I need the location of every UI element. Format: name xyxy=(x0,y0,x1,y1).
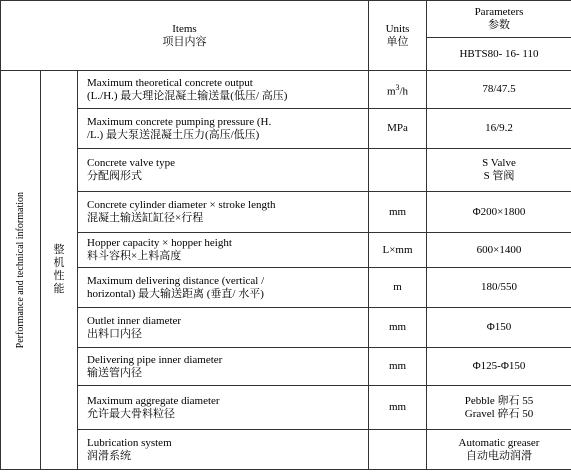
item-cell xyxy=(78,386,369,430)
item-en: Concrete valve type xyxy=(87,157,175,169)
value-line-1: Pebble 卵石 55 xyxy=(464,394,534,407)
item-zh: 混凝土输送缸缸径×行程 xyxy=(87,212,204,224)
value-cell: Φ200×1800 xyxy=(427,192,571,233)
items-header-zh: 项目内容 xyxy=(162,35,207,48)
units-header-zh: 单位 xyxy=(386,35,409,48)
unit-cell: MPa xyxy=(369,109,427,149)
unit-cell xyxy=(369,430,427,470)
header-row xyxy=(1,1,571,38)
table-row xyxy=(1,268,571,308)
item-zh: 分配阀形式 xyxy=(87,170,142,182)
unit-sup: 3 xyxy=(395,82,400,92)
item-cell xyxy=(78,268,369,308)
value-cell: 78/47.5 xyxy=(427,71,571,109)
item-cell xyxy=(78,109,369,149)
unit-cell: mm xyxy=(369,348,427,386)
unit-tail: /h xyxy=(399,85,409,98)
item-en: Hopper capacity × hopper height xyxy=(87,237,232,249)
value-cell: 180/550 xyxy=(427,268,571,308)
table-row xyxy=(1,233,571,268)
category-en: Performance and technical information xyxy=(15,191,26,349)
value-line-2: Gravel 碎石 50 xyxy=(464,407,534,420)
value-cell: 16/9.2 xyxy=(427,109,571,149)
value-cell: 600×1400 xyxy=(427,233,571,268)
units-header xyxy=(369,1,427,71)
unit-cell xyxy=(369,149,427,192)
value-line-1: Automatic greaser xyxy=(458,436,540,449)
items-header-en: Items xyxy=(172,22,197,35)
unit-cell: L×mm xyxy=(369,233,427,268)
item-en: Lubrication system xyxy=(87,436,172,449)
item-zh: horizontal) 最大输送距离 (垂直/ 水平) xyxy=(87,287,264,300)
item-cell xyxy=(78,430,369,470)
item-zh: /L.) 最大泵送混凝土压力(高压/低压) xyxy=(87,128,260,141)
table-row xyxy=(1,192,571,233)
value-cell xyxy=(427,149,571,192)
table-row xyxy=(1,71,571,109)
table-row xyxy=(1,109,571,149)
table-row xyxy=(1,308,571,348)
value-cell xyxy=(427,430,571,470)
unit-cell xyxy=(369,71,427,109)
item-en: Outlet inner diameter xyxy=(87,314,182,327)
unit-cell: mm xyxy=(369,192,427,233)
item-zh: 润滑系统 xyxy=(87,449,131,462)
item-cell xyxy=(78,308,369,348)
item-cell xyxy=(78,233,369,268)
item-zh: 允许最大骨料粒径 xyxy=(87,407,175,420)
item-cell xyxy=(78,149,369,192)
value-line-2: 自动电动润滑 xyxy=(466,449,532,462)
item-zh: 料斗容积×上料高度 xyxy=(87,250,182,262)
item-zh: 出料口内径 xyxy=(87,327,142,340)
item-cell xyxy=(78,348,369,386)
category-zh-cell xyxy=(41,71,78,470)
value-cell xyxy=(427,386,571,430)
unit-cell: mm xyxy=(369,308,427,348)
item-en: Maximum concrete pumping pressure (H. xyxy=(87,115,272,128)
model-name: HBTS80- 16- 110 xyxy=(427,38,571,71)
units-header-en: Units xyxy=(385,22,410,35)
table-row xyxy=(1,348,571,386)
parameters-header xyxy=(427,1,571,38)
value-line-2: S 管阀 xyxy=(483,170,515,182)
category-zh: 整机性能 xyxy=(53,244,65,295)
item-en: Maximum theoretical concrete output xyxy=(87,76,253,89)
item-cell xyxy=(78,71,369,109)
unit-base: m xyxy=(386,85,396,98)
parameters-header-en: Parameters xyxy=(474,6,524,18)
table-row xyxy=(1,430,571,470)
item-en: Maximum aggregate diameter xyxy=(87,394,220,407)
unit-cell: mm xyxy=(369,386,427,430)
item-en: Concrete cylinder diameter × stroke length xyxy=(87,199,276,211)
value-cell: Φ125-Φ150 xyxy=(427,348,571,386)
item-zh: 输送管内径 xyxy=(87,366,142,379)
unit-cell: m xyxy=(369,268,427,308)
parameters-header-zh: 参数 xyxy=(488,19,510,31)
item-cell xyxy=(78,192,369,233)
value-line-1: S Valve xyxy=(482,157,516,169)
item-en: Maximum delivering distance (vertical / xyxy=(87,274,265,287)
value-cell: Φ150 xyxy=(427,308,571,348)
item-en: Delivering pipe inner diameter xyxy=(87,353,223,366)
items-header xyxy=(1,1,369,71)
category-en-cell xyxy=(1,71,41,470)
item-zh: (L./H.) 最大理论混凝土输送量(低压/ 高压) xyxy=(87,89,288,102)
table-row xyxy=(1,386,571,430)
table-row xyxy=(1,149,571,192)
